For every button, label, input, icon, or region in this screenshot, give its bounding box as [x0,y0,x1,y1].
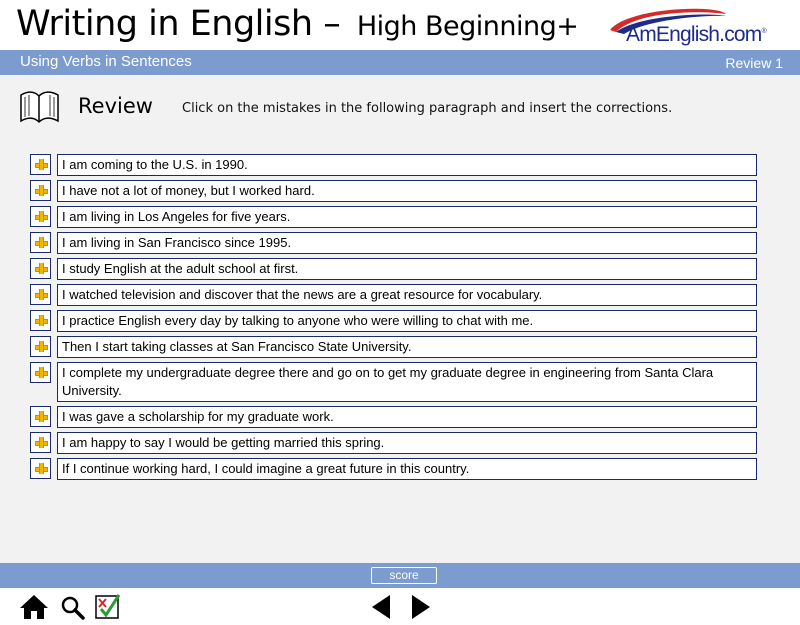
sentence-row [30,432,760,454]
page-indicator: Review 1 [725,55,783,71]
insert-plus-icon[interactable] [30,180,51,201]
sentence-field[interactable]: I study English at the adult school at first. [57,258,757,280]
section-bar [0,50,800,75]
title-text: Writing in English [16,4,313,44]
logo-name: AmEnglish.com [626,23,762,46]
sentence-field[interactable]: I am living in San Francisco since 1995. [57,232,757,254]
section-title: Using Verbs in Sentences [20,53,192,70]
insert-plus-icon[interactable] [30,432,51,453]
score-bar [0,563,800,588]
sentence-field[interactable]: I watched television and discover that the news are a great resource for vocabulary. [57,284,757,306]
logo-registered: ® [761,28,766,35]
sentence-field[interactable]: I have not a lot of money, but I worked hard. [57,180,757,202]
forward-arrow-icon[interactable] [408,593,434,621]
insert-plus-icon[interactable] [30,336,51,357]
sentence-field[interactable]: I am happy to say I would be getting married this spring. [57,432,757,454]
footer-toolbar [0,588,800,625]
home-icon[interactable] [18,593,50,621]
sentence-row [30,362,760,402]
sentence-field[interactable]: I am coming to the U.S. in 1990. [57,154,757,176]
back-arrow-icon[interactable] [368,593,394,621]
sentence-list [30,154,760,484]
logo-text [626,23,766,47]
sentence-row [30,406,760,428]
sentence-row [30,458,760,480]
insert-plus-icon[interactable] [30,362,51,383]
sentence-field[interactable]: I was gave a scholarship for my graduate work. [57,406,757,428]
check-icon[interactable] [94,593,122,621]
sentence-field[interactable]: I complete my undergraduate degree there and go on to get my graduate degree in engineering from Santa Clara University. [57,362,757,402]
search-icon[interactable] [60,595,86,621]
amenglish-logo [606,6,790,46]
book-icon [18,89,61,125]
sentence-row [30,284,760,306]
instructions-text: Click on the mistakes in the following paragraph and insert the corrections. [182,101,673,116]
score-button[interactable]: score [371,567,437,584]
sentence-row [30,310,760,332]
sentence-field[interactable]: Then I start taking classes at San Francisco State University. [57,336,757,358]
sentence-row [30,336,760,358]
insert-plus-icon[interactable] [30,458,51,479]
insert-plus-icon[interactable] [30,284,51,305]
review-heading: Review [78,94,153,118]
insert-plus-icon[interactable] [30,310,51,331]
sentence-row [30,258,760,280]
sentence-row [30,180,760,202]
app-title [16,4,578,44]
level-text: High Beginning+ [356,11,579,42]
insert-plus-icon[interactable] [30,154,51,175]
title-dash: – [323,4,341,44]
sentence-field[interactable]: I practice English every day by talking to anyone who were willing to chat with me. [57,310,757,332]
sentence-row [30,154,760,176]
header [0,0,800,50]
insert-plus-icon[interactable] [30,406,51,427]
sentence-field[interactable]: I am living in Los Angeles for five years. [57,206,757,228]
insert-plus-icon[interactable] [30,258,51,279]
sentence-row [30,232,760,254]
sentence-field[interactable]: If I continue working hard, I could imagine a great future in this country. [57,458,757,480]
insert-plus-icon[interactable] [30,232,51,253]
sentence-row [30,206,760,228]
insert-plus-icon[interactable] [30,206,51,227]
